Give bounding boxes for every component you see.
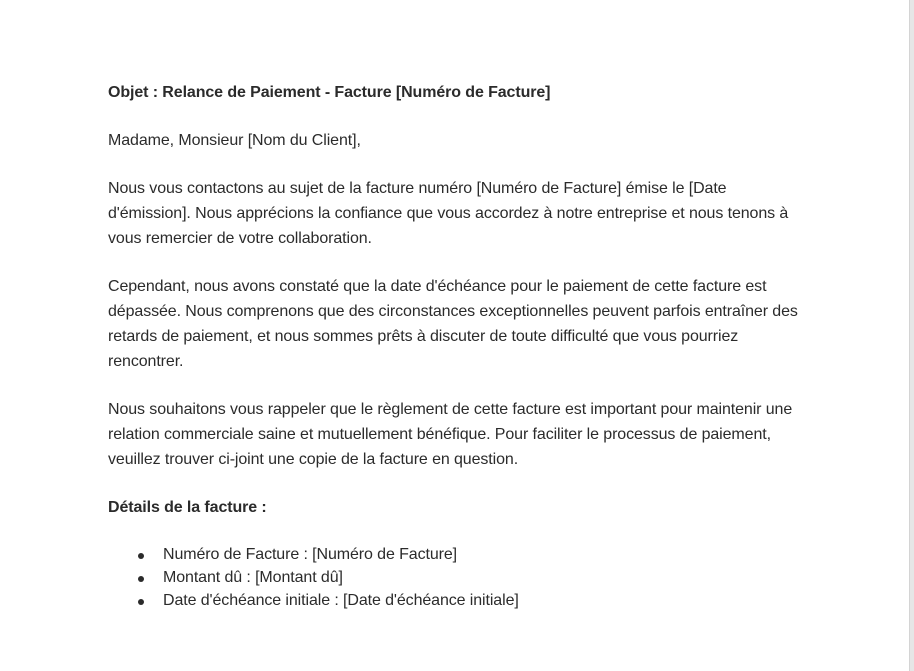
list-item: Date d'échéance initiale : [Date d'échéance initiale] bbox=[138, 589, 808, 612]
letter-subject: Objet : Relance de Paiement - Facture [Numéro de Facture] bbox=[108, 84, 551, 101]
letter-greeting: Madame, Monsieur [Nom du Client], bbox=[108, 132, 361, 149]
list-item: Montant dû : [Montant dû] bbox=[138, 566, 808, 589]
list-item: Numéro de Facture : [Numéro de Facture] bbox=[138, 543, 808, 566]
letter-paragraph: Nous souhaitons vous rappeler que le règlement de cette facture est important pour maintenir une relation commerciale saine et mutuellement bénéfique. Pour faciliter le processus de paiement, veuillez trouver ci-joint une copie de la facture en question. bbox=[108, 401, 793, 468]
letter-body bbox=[108, 80, 808, 612]
letter-paragraph: Nous vous contactons au sujet de la facture numéro [Numéro de Facture] émise le [Date d'émission]. Nous apprécions la confiance que vous accordez à notre entreprise et nous tenons à vous remercier de votre collaboration. bbox=[108, 180, 789, 247]
letter-paragraph: Cependant, nous avons constaté que la date d'échéance pour le paiement de cette facture est dépassée. Nous comprenons que des circonstances exceptionnelles peuvent parfois entraîner des retards de paiement, et nous sommes prêts à discuter de toute difficulté que vous pourriez rencontrer. bbox=[108, 278, 798, 370]
invoice-details-list bbox=[108, 543, 808, 612]
page-edge-scrollbar[interactable] bbox=[909, 0, 914, 671]
invoice-details-heading: Détails de la facture : bbox=[108, 499, 267, 516]
